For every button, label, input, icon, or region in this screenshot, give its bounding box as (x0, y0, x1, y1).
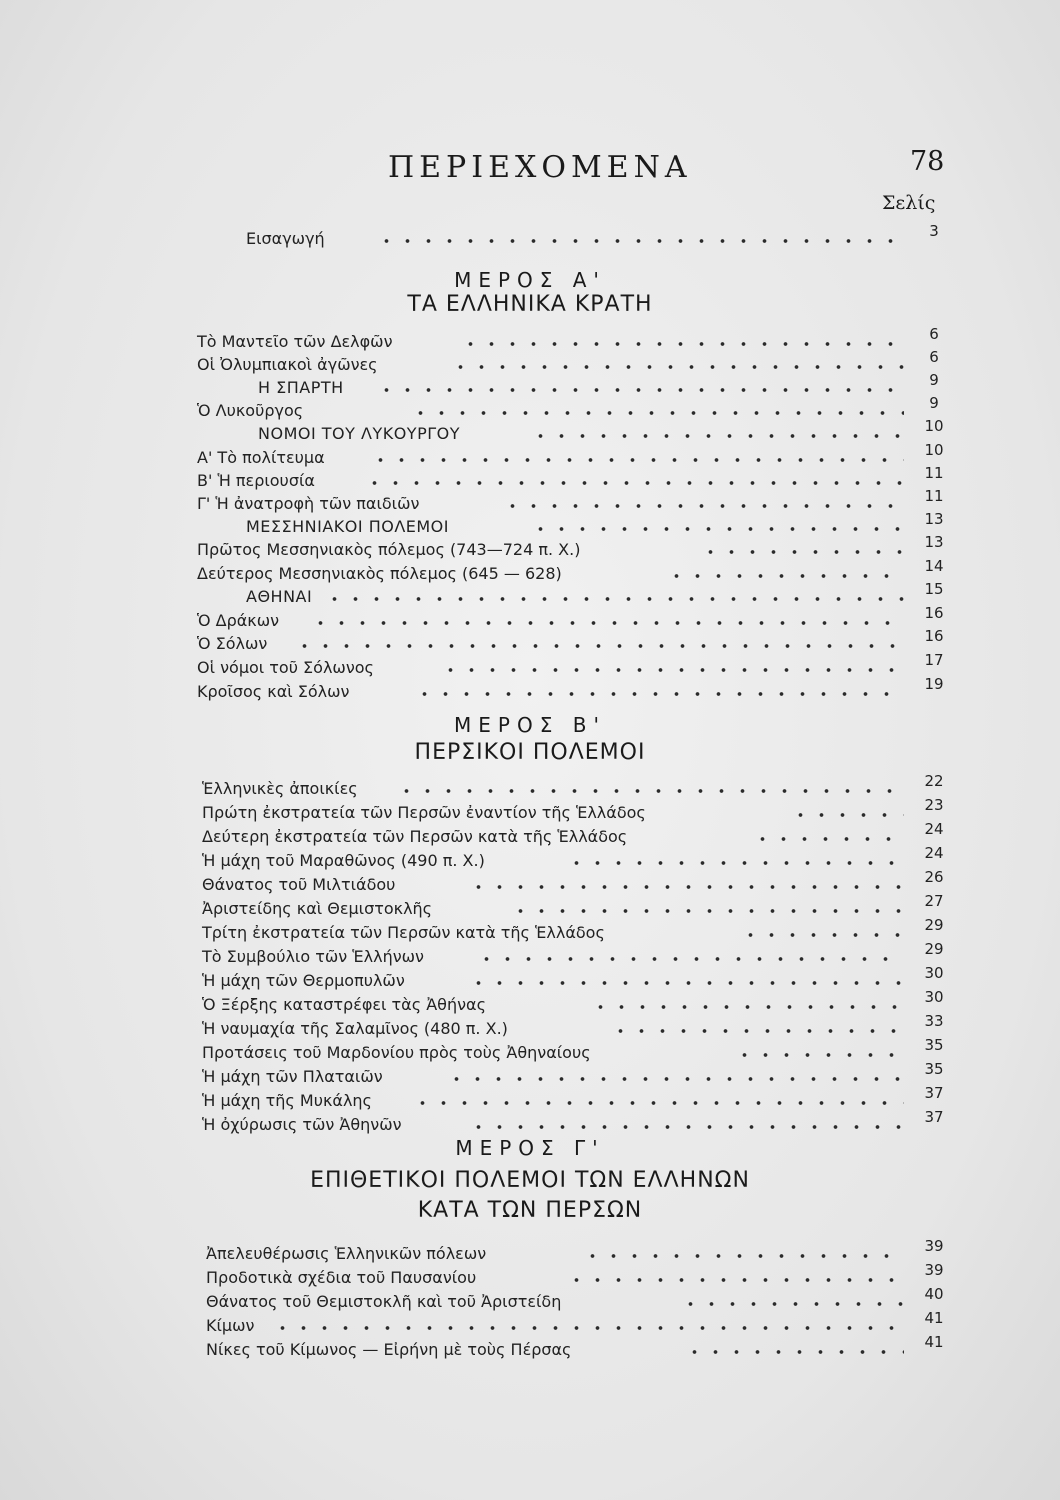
entry-label: Ἀπελευθέρωσις Ἑλληνικῶν πόλεων (206, 1244, 487, 1263)
leader-dots (376, 387, 904, 393)
toc-entry (0, 1333, 1060, 1363)
entry-page: 41 (924, 1309, 944, 1327)
entry-label: Προδοτικὰ σχέδια τοῦ Παυσανίου (206, 1268, 477, 1287)
toc-entry (0, 772, 1060, 802)
toc-entry (0, 533, 1060, 563)
leader-dots (752, 836, 904, 842)
entry-page: 9 (929, 371, 939, 389)
entry-label: Κίμων (206, 1316, 255, 1335)
entry-page: 40 (924, 1285, 944, 1303)
entry-label: Γ' Ἡ ἀνατροφὴ τῶν παιδιῶν (197, 494, 420, 513)
entry-label: Τὸ Μαντεῖο τῶν Δελφῶν (197, 332, 393, 351)
leader-dots (460, 341, 904, 347)
entry-page: 11 (924, 487, 944, 505)
toc-entry (0, 325, 1060, 355)
entry-label: Δεύτερη ἐκστρατεία τῶν Περσῶν κατὰ τῆς Ἑλλάδος (202, 827, 628, 846)
part-c-title-line2: ΚΑΤΑ ΤΩΝ ΠΕΡΣΩΝ (417, 1198, 643, 1223)
leader-dots (790, 812, 904, 818)
entry-page: 29 (924, 916, 944, 934)
entry-label: Α' Τὸ πολίτευμα (197, 448, 325, 467)
entry-page: 37 (924, 1108, 944, 1126)
toc-entry (0, 675, 1060, 705)
toc-entry (0, 940, 1060, 970)
toc-entry (0, 348, 1060, 378)
leader-dots (310, 620, 904, 626)
entry-label: Ὁ Λυκοῦργος (197, 401, 304, 420)
entry-label: Β' Ἡ περιουσία (197, 471, 315, 490)
entry-label: Θάνατος τοῦ Θεμιστοκλῆ καὶ τοῦ Ἀριστείδη (206, 1292, 562, 1311)
entry-page: 6 (929, 348, 939, 366)
entry-page: 35 (924, 1036, 944, 1054)
leader-dots (582, 1253, 904, 1259)
leader-dots (740, 932, 904, 938)
leader-dots (412, 1100, 904, 1106)
entry-label: Ἡ μάχη τῆς Μυκάλης (202, 1091, 372, 1110)
entry-page: 19 (924, 675, 944, 693)
leader-dots (410, 410, 904, 416)
leader-dots (364, 480, 904, 486)
leader-dots (396, 788, 904, 794)
entry-page: 37 (924, 1084, 944, 1102)
entry-label: Νίκες τοῦ Κίμωνος — Εἰρήνη μὲ τοὺς Πέρσας (206, 1340, 572, 1359)
leader-dots (440, 667, 904, 673)
entry-label: Ὁ Σόλων (197, 634, 268, 653)
part-b-title: ΠΕΡΣΙΚΟΙ ΠΟΛΕΜΟΙ (414, 740, 646, 765)
entry-page: 24 (924, 820, 944, 838)
toc-entry (0, 868, 1060, 898)
toc-entry (0, 464, 1060, 494)
leader-dots (590, 1004, 904, 1010)
entry-page: 30 (924, 988, 944, 1006)
entry-label: Ἡ ναυμαχία τῆς Σαλαμῖνος (480 π. Χ.) (202, 1019, 508, 1038)
toc-entry (0, 441, 1060, 471)
toc-entry (0, 1237, 1060, 1267)
leader-dots (502, 503, 904, 509)
entry-label: Προτάσεις τοῦ Μαρδονίου πρὸς τοὺς Ἀθηναίους (202, 1043, 591, 1062)
toc-entry (0, 1108, 1060, 1138)
leader-dots (370, 457, 904, 463)
page-column-label: Σελίς (882, 192, 936, 214)
entry-label: Τρίτη ἐκστρατεία τῶν Περσῶν κατὰ τῆς Ἑλλάδος (202, 923, 605, 942)
toc-entry (0, 394, 1060, 424)
entry-page: 22 (924, 772, 944, 790)
leader-dots (684, 1349, 904, 1355)
toc-entry (0, 1012, 1060, 1042)
page-title: ΠΕΡΙΕΧΟΜΕΝΑ (388, 150, 692, 185)
entry-page: 3 (929, 222, 939, 240)
leader-dots (510, 908, 904, 914)
entry-page: 17 (924, 651, 944, 669)
entry-page: 29 (924, 940, 944, 958)
entry-page: 11 (924, 464, 944, 482)
leader-dots (700, 549, 904, 555)
entry-page: 13 (924, 533, 944, 551)
toc-entry (0, 604, 1060, 634)
leader-dots (324, 596, 904, 602)
leader-dots (666, 573, 904, 579)
entry-label: Εισαγωγή (246, 229, 325, 248)
entry-page: 30 (924, 964, 944, 982)
toc-entry (0, 1309, 1060, 1339)
toc-entry (0, 796, 1060, 826)
entry-label: Ἡ μάχη τῶν Θερμοπυλῶν (202, 971, 405, 990)
leader-dots (734, 1052, 904, 1058)
toc-entry (0, 1285, 1060, 1315)
entry-label: Ἡ ὀχύρωσις τῶν Ἀθηνῶν (202, 1115, 402, 1134)
entry-label: Ὁ Ξέρξης καταστρέφει τὰς Ἀθήνας (202, 995, 486, 1014)
leader-dots (530, 526, 904, 532)
leader-dots (468, 884, 904, 890)
entry-label: Ἀριστείδης καὶ Θεμιστοκλῆς (202, 899, 433, 918)
page-number: 78 (910, 146, 945, 177)
leader-dots (476, 956, 904, 962)
toc-entry (0, 892, 1060, 922)
toc-entry (0, 487, 1060, 517)
toc-entry (0, 1060, 1060, 1090)
entry-label: Οἱ Ὀλυμπιακοὶ ἀγῶνες (197, 355, 378, 374)
entry-page: 16 (924, 604, 944, 622)
leader-dots (450, 364, 904, 370)
entry-label: Πρῶτος Μεσσηνιακὸς πόλεμος (743—724 π. Χ.) (197, 540, 581, 559)
entry-page: 26 (924, 868, 944, 886)
entry-label: Δεύτερος Μεσσηνιακὸς πόλεμος (645 — 628) (197, 564, 562, 583)
toc-entry (0, 580, 1060, 610)
entry-label: ΝΟΜΟΙ ΤΟΥ ΛΥΚΟΥΡΓΟΥ (258, 424, 460, 443)
entry-page: 35 (924, 1060, 944, 1078)
entry-page: 33 (924, 1012, 944, 1030)
leader-dots (294, 643, 904, 649)
entry-page: 16 (924, 627, 944, 645)
entry-label: Ἡ μάχη τοῦ Μαραθῶνος (490 π. Χ.) (202, 851, 485, 870)
entry-page: 10 (924, 417, 944, 435)
entry-page: 14 (924, 557, 944, 575)
leader-dots (414, 691, 904, 697)
entry-page: 39 (924, 1237, 944, 1255)
leader-dots (680, 1301, 904, 1307)
toc-entry (0, 1261, 1060, 1291)
leader-dots (376, 238, 904, 244)
entry-page: 23 (924, 796, 944, 814)
leader-dots (566, 1277, 904, 1283)
leader-dots (566, 860, 904, 866)
toc-entry (0, 844, 1060, 874)
toc-entry (0, 371, 1060, 401)
part-a-title: ΤΑ ΕΛΛΗΝΙΚΑ ΚΡΑΤΗ (407, 292, 653, 317)
leader-dots (610, 1028, 904, 1034)
entry-label: Ὁ Δράκων (197, 611, 280, 630)
entry-label: ΜΕΣΣΗΝΙΑΚΟΙ ΠΟΛΕΜΟΙ (246, 517, 449, 536)
entry-page: 27 (924, 892, 944, 910)
entry-page: 10 (924, 441, 944, 459)
entry-page: 15 (924, 580, 944, 598)
entry-label: Οἱ νόμοι τοῦ Σόλωνος (197, 658, 374, 677)
entry-label: ΑΘΗΝΑΙ (246, 587, 313, 606)
toc-entry (0, 1084, 1060, 1114)
toc-entry (0, 510, 1060, 540)
entry-page: 9 (929, 394, 939, 412)
entry-page: 39 (924, 1261, 944, 1279)
entry-page: 41 (924, 1333, 944, 1351)
part-c-label: ΜΕΡΟΣ Γ' (455, 1136, 605, 1160)
toc-entry (0, 417, 1060, 447)
entry-page: 13 (924, 510, 944, 528)
entry-label: Ἡ μάχη τῶν Πλαταιῶν (202, 1067, 383, 1086)
toc-entry (0, 557, 1060, 587)
toc-entry (0, 1036, 1060, 1066)
leader-dots (468, 1124, 904, 1130)
entry-label: Τὸ Συμβούλιο τῶν Ἑλλήνων (202, 947, 424, 966)
toc-entry (0, 916, 1060, 946)
entry-label: Πρώτη ἐκστρατεία τῶν Περσῶν ἐναντίον τῆς Ἑλλάδος (202, 803, 646, 822)
entry-label: Ἑλληνικὲς ἀποικίες (202, 779, 358, 798)
entry-label: Κροῖσος καὶ Σόλων (197, 682, 350, 701)
entry-label: Θάνατος τοῦ Μιλτιάδου (202, 875, 396, 894)
part-b-label: ΜΕΡΟΣ Β' (454, 713, 606, 737)
toc-entry (0, 964, 1060, 994)
toc-entry-intro (0, 222, 1060, 252)
toc-entry (0, 627, 1060, 657)
toc-entry (0, 988, 1060, 1018)
toc-entry (0, 651, 1060, 681)
leader-dots (272, 1325, 904, 1331)
leader-dots (468, 980, 904, 986)
leader-dots (530, 433, 904, 439)
part-a-label: ΜΕΡΟΣ Α' (454, 268, 606, 292)
toc-entry (0, 820, 1060, 850)
entry-label: Η ΣΠΑΡΤΗ (258, 378, 344, 397)
entry-page: 24 (924, 844, 944, 862)
entry-page: 6 (929, 325, 939, 343)
leader-dots (446, 1076, 904, 1082)
part-c-title-line1: ΕΠΙΘΕΤΙΚΟΙ ΠΟΛΕΜΟΙ ΤΩΝ ΕΛΛΗΝΩΝ (310, 1168, 750, 1193)
